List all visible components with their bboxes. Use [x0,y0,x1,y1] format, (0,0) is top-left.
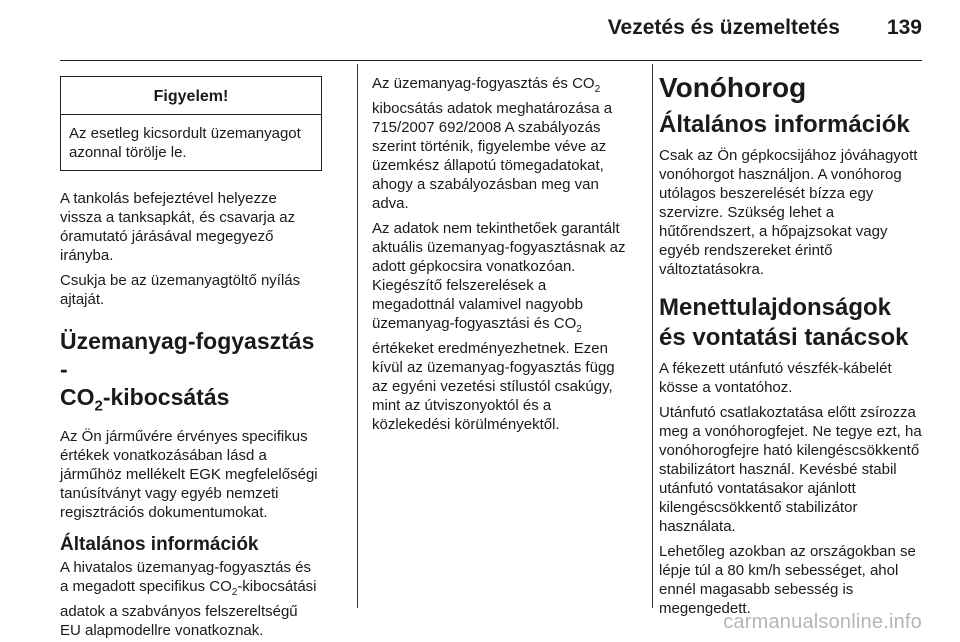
middle-column [357,64,626,608]
paragraph-speed-limit: Lehetőleg azokban az országokban se lépje túl a 80 km/h sebességet, ahol ennél magasabb sebesség is megengedett. [659,543,916,617]
subheading-general-info-towbar: Általános információk [659,111,910,138]
header-divider [60,60,922,61]
heading-rest: -kibocsátás [102,384,230,410]
left-column [60,64,322,639]
section-heading-fuel-consumption [60,327,322,421]
paragraph-refuel-cap: A tankolás befejeztével helyezze vissza a tanksapkát, és csavarja az óramutató járásával megegyező irányba. [60,190,296,264]
text-part: Az adatok nem tekinthetőek garantált aktuális üzemanyag-fogyasztásnak az adott gépkocsira vonatkozóan. Kiegészítő felszerelések a megadottnál valamivel nagyobb üzemanyag-fogyasztási és CO [372,220,626,332]
paragraph-specific-values: Az Ön járművére érvényes specifikus értékek vonatkozásában lásd a járműhöz mellékelt EGK megfelelőségi tanúsítványt vagy egyéb nemzeti regisztrációs dokumentumokat. [60,427,318,521]
heading-subscript: 2 [94,397,103,415]
paragraph-close-flap: Csukja be az üzemanyagtöltő nyílás ajtaját. [60,272,301,308]
paragraph-grease-coupling: Utánfutó csatlakoztatása előtt zsírozza meg a vonóhorogfejet. Ne tegye ezt, ha vonóhorogfejre ható kilengéscsökkentő stabilizátort használ. Kevésbé stabil utánfutó vontatásakor ajánlott kilengéscsökkentő stabilizátor használata. [659,404,922,535]
subscript: 2 [231,586,238,598]
text-part: Az üzemanyag-fogyasztás és CO [372,75,595,92]
watermark: carmanualsonline.info [723,611,922,633]
subheading-driving-tips: Menettulajdonságok és vontatási tanácsok [659,294,909,351]
running-header-title: Vezetés és üzemeltetés [607,16,840,39]
subheading-general-info: Általános információk [60,533,259,555]
heading-line1: Üzemanyag-fogyasztás - [60,328,315,382]
paragraph-regulation [372,74,626,213]
paragraph-approved-towbar: Csak az Ön gépkocsijához jóváhagyott vonóhorgot használjon. A vonóhorog utólagos beszerelését bízza egy szervizre. Szükség lehet a hűtőrendszert, a hőpajzsokat vagy egyéb rendszereket érintő változtatásokra. [659,147,918,278]
warning-box [60,76,322,171]
text-part: -kibocsátási adatok a szabványos felszereltségű EU alapmodellre vonatkoznak. [60,577,317,639]
text-part: A hivatalos üzemanyag-fogyasztás és a megadott specifikus CO [60,558,311,595]
page-number: 139 [886,16,922,39]
paragraph-official-data [60,558,322,640]
heading-co: CO [60,384,95,410]
warning-title: Figyelem! [61,77,321,115]
subscript: 2 [576,324,582,335]
paragraph-breakaway-cable: A fékezett utánfutó vészfék-kábelét kösse a vontatóhoz. [659,360,892,396]
section-title-towbar: Vonóhorog [659,72,807,103]
text-part: kibocsátás adatok meghatározása a 715/2007 692/2008 A szabályozás szerint történik, figyelembe véve az üzemkész állapotú tömegadatokat, ahogy a szabályozásban meg van adva. [372,100,613,212]
text-part: értékeket eredményezhetnek. Ezen kívül az üzemanyag-fogyasztás függ az egyéni vezetési stílustól csakúgy, mint az útviszonyoktól és a közlekedési körülményektől. [372,340,615,433]
subscript: 2 [594,84,601,95]
right-column [652,64,923,617]
paragraph-not-guaranteed [372,219,626,434]
warning-text: Az esetleg kicsordult üzemanyagot azonnal törölje le. [69,125,301,161]
